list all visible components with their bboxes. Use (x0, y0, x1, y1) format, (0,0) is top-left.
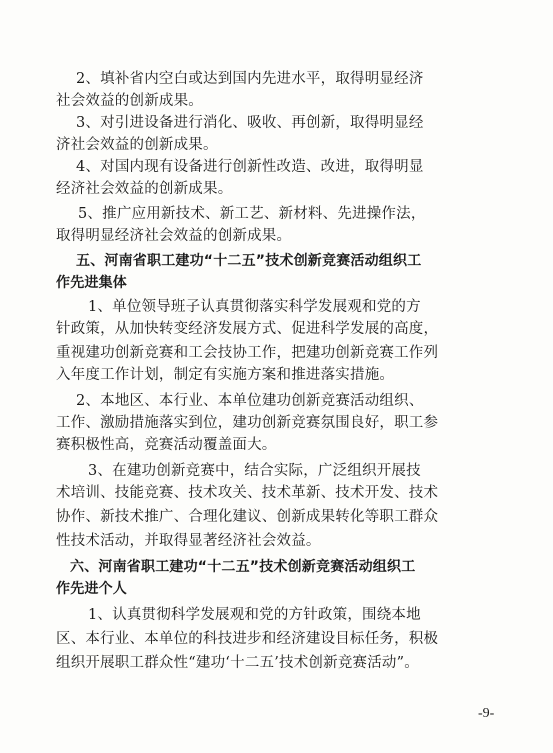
text-line: 协作、新技术推广、合理化建议、创新成果转化等职工群众 (56, 509, 439, 525)
text-line: 济社会效益的创新成果。 (56, 137, 218, 153)
text-line: 2、本地区、本行业、本单位建功创新竞赛活动组织、 (76, 393, 424, 409)
section-heading: 六、河南省职工建功“十二五”技术创新竞赛活动组织工 (70, 559, 416, 575)
text-line: 入年度工作计划，制定有实施方案和推进落实措施。 (56, 367, 395, 383)
text-line: 2、填补省内空白或达到国内先进水平，取得明显经济 (76, 71, 424, 87)
text-line: 3、对引进设备进行消化、吸收、再创新，取得明显经 (76, 115, 424, 131)
text-line: 性技术活动，并取得显著经济社会效益。 (56, 533, 321, 549)
section-heading: 作先进个人 (56, 581, 127, 597)
section-heading: 作先进集体 (56, 275, 127, 291)
page-number: -9- (478, 706, 495, 721)
text-line: 工作、激励措施落实到位，建功创新竞赛氛围良好，职工参 (56, 415, 439, 431)
text-line: 1、认真贯彻科学发展观和党的方针政策，围绕本地 (88, 607, 421, 623)
text-line: 赛积极性高，竞赛活动覆盖面大。 (56, 437, 277, 453)
text-line: 3、在建功创新竞赛中，结合实际，广泛组织开展技 (88, 463, 421, 479)
text-line: 组织开展职工群众性“建功‘十二五’技术创新竞赛活动”。 (56, 655, 419, 671)
text-line: 区、本行业、本单位的科技进步和经济建设目标任务，积极 (56, 631, 439, 647)
text-line: 5、推广应用新技术、新工艺、新材料、先进操作法， (78, 206, 426, 222)
text-line: 经济社会效益的创新成果。 (56, 181, 233, 197)
text-line: 社会效益的创新成果。 (56, 93, 203, 109)
section-heading: 五、河南省职工建功“十二五”技术创新竞赛活动组织工 (76, 253, 422, 269)
text-line: 针政策，从加快转变经济发展方式、促进科学发展的高度， (56, 321, 439, 337)
text-line: 1、单位领导班子认真贯彻落实科学发展观和党的方 (88, 299, 421, 315)
text-line: 取得明显经济社会效益的创新成果。 (56, 228, 292, 244)
text-line: 术培训、技能竞赛、技术攻关、技术革新、技术开发、技术 (56, 485, 439, 501)
text-line: 4、对国内现有设备进行创新性改造、改进，取得明显 (76, 159, 424, 175)
text-line: 重视建功创新竞赛和工会技协工作，把建功创新竞赛工作列 (56, 345, 439, 361)
